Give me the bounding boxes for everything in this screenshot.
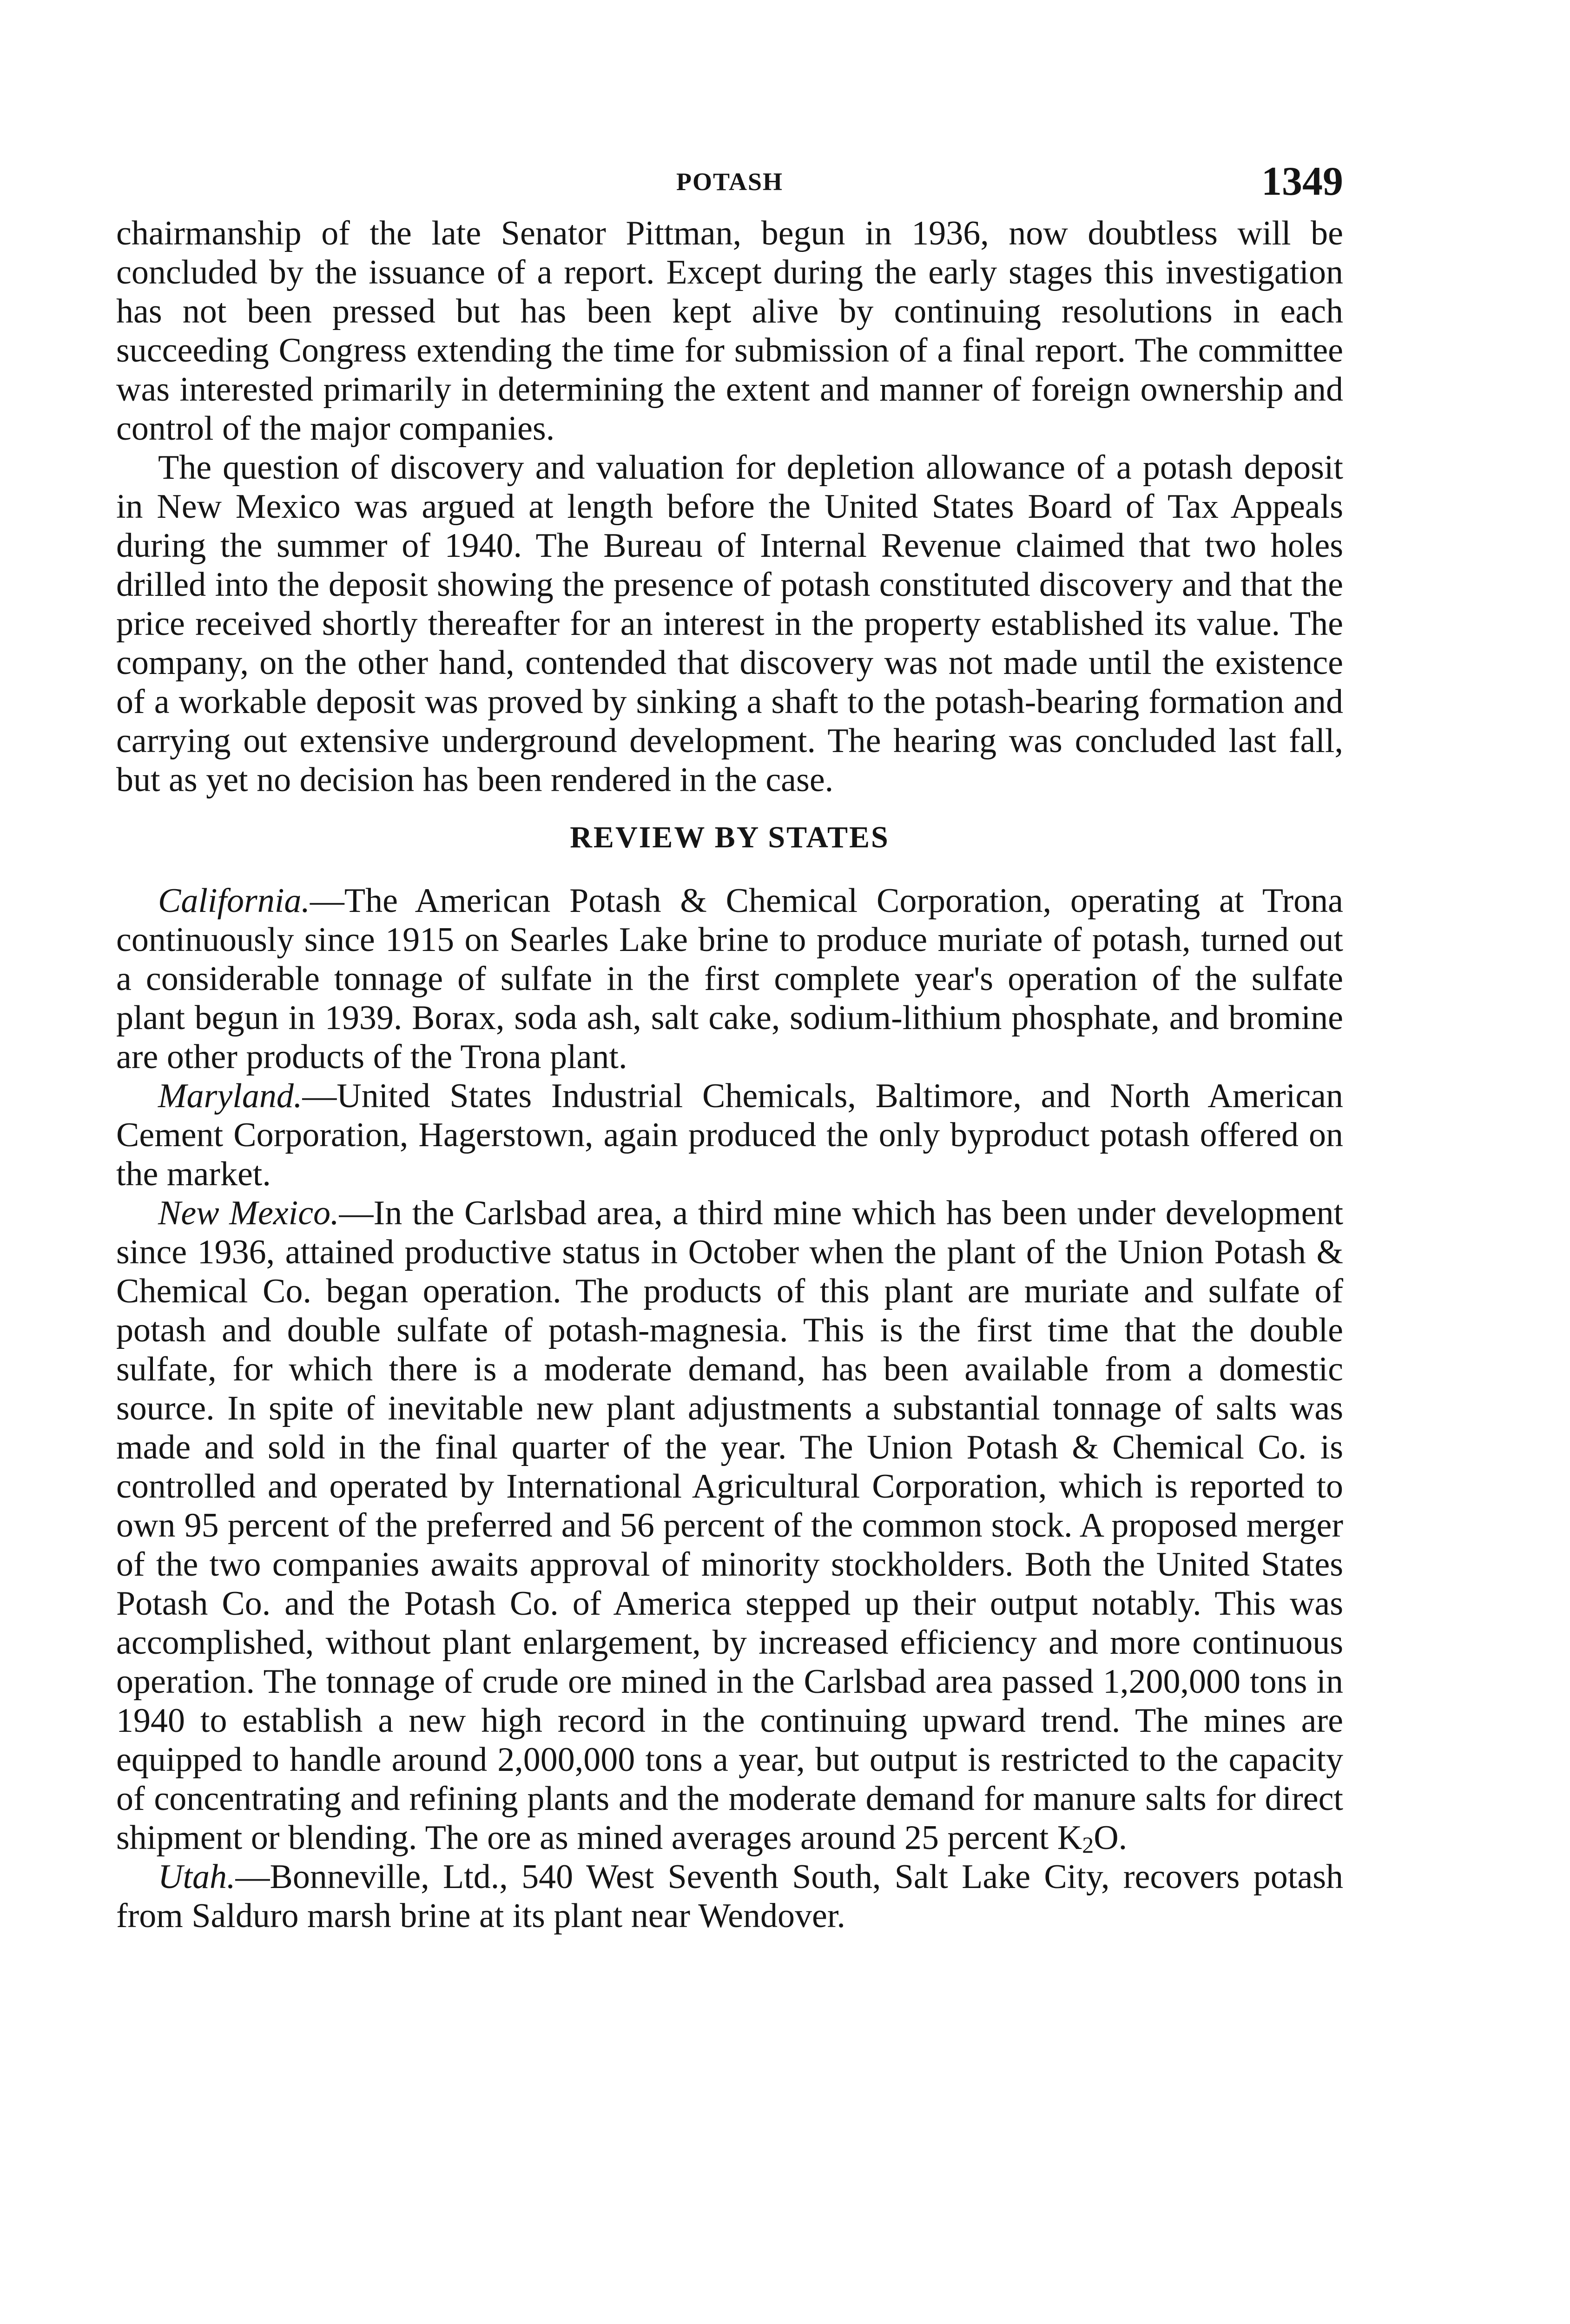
state-name-california: California. xyxy=(158,882,310,920)
formula-tail: O. xyxy=(1094,1819,1128,1857)
body-text xyxy=(116,214,1343,1935)
state-name-maryland: Maryland. xyxy=(158,1077,303,1115)
paragraph-utah xyxy=(116,1857,1343,1935)
formula-subscript: 2 xyxy=(1082,1832,1094,1858)
state-text-maryland: —United States Industrial Chemicals, Baltimore, and North American Cement Corporation, Hagerstown, again produced the only byproduct potash offered on the market. xyxy=(116,1077,1343,1193)
paragraph-new-mexico xyxy=(116,1194,1343,1857)
state-text-california: —The American Potash & Chemical Corporation, operating at Trona continuously since 1915 on Searles Lake brine to produce muriate of potash, turned out a considerable tonnage of sulfate in the first complete year's operation of the sulfate plant begun in 1939. Borax, soda ash, salt cake, sodium-lithium phosphate, and bromine are other products of the Trona plant. xyxy=(116,882,1343,1076)
paragraph-depletion-allowance: The question of discovery and valuation for depletion allowance of a potash deposit in New Mexico was argued at length before the United States Board of Tax Appeals during the summer of 1940. The Bureau of Internal Revenue claimed that two holes drilled into the deposit showing the presence of potash constituted discovery and that the price received shortly thereafter for an interest in the property established its value. The company, on the other hand, contended that discovery was not made until the existence of a workable deposit was proved by sinking a shaft to the potash-bearing formation and carrying out extensive underground development. The hearing was concluded last fall, but as yet no decision has been rendered in the case. xyxy=(116,449,1343,799)
running-head xyxy=(116,158,1343,214)
section-heading-review-by-states: REVIEW BY STATES xyxy=(570,820,890,854)
state-text-utah: —Bonneville, Ltd., 540 West Seventh South, Salt Lake City, recovers potash from Salduro marsh brine at its plant near Wendover. xyxy=(116,1858,1343,1935)
paragraph-california xyxy=(116,881,1343,1076)
state-name-utah: Utah. xyxy=(158,1858,236,1896)
state-text-new-mexico: —In the Carlsbad area, a third mine which has been under development since 1936, attained productive status in October when the plant of the Union Potash & Chemical Co. began operation. The products of this plant are muriate and sulfate of potash and double sulfate of potash-magnesia. This is the first time that the double sulfate, for which there is a moderate demand, has been available from a domestic source. In spite of inevitable new plant adjustments a substantial tonnage of salts was made and sold in the final quarter of the year. The Union Potash & Chemical Co. is controlled and operated by International Agricultural Corporation, which is reported to own 95 percent of the preferred and 56 percent of the common stock. A proposed merger of the two companies awaits approval of minority stockholders. Both the United States Potash Co. and the Potash Co. of America stepped up their output notably. This was accomplished, without plant enlargement, by increased efficiency and more continuous operation. The tonnage of crude ore mined in the Carlsbad area passed 1,200,000 tons in 1940 to establish a new high record in the continuing upward trend. The mines are equipped to handle around 2,000,000 tons a year, but output is restricted to the capacity of concentrating and refining plants and the moderate demand for manure salts for direct shipment or blending. The ore as mined averages around 25 percent K xyxy=(116,1194,1344,1857)
page-number: 1349 xyxy=(1261,159,1343,204)
paragraph-maryland xyxy=(116,1076,1343,1194)
running-title: POTASH xyxy=(676,168,784,196)
document-page xyxy=(116,158,1343,1935)
state-name-new-mexico: New Mexico. xyxy=(158,1194,339,1232)
paragraph-senate-investigation: chairmanship of the late Senator Pittman, begun in 1936, now doubtless will be concluded by the issuance of a report. Except during the early stages this investigation has not been pressed but has been kept alive by continuing resolutions in each succeeding Congress extending the time for submission of a final report. The committee was interested primarily in determining the extent and manner of foreign ownership and control of the major companies. xyxy=(116,214,1343,448)
